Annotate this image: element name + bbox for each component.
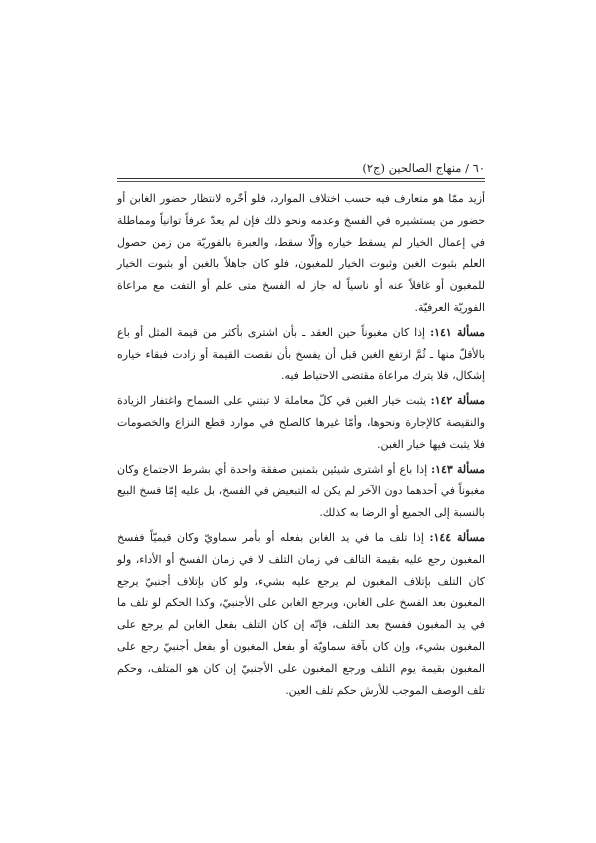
issue-141 [117, 322, 485, 387]
issue-heading: مسألة ١٤٤: [429, 530, 485, 544]
issue-heading: مسألة ١٤٢: [430, 394, 485, 408]
issue-143 [117, 459, 485, 524]
paragraph-text: أزيد ممّا هو متعارف فيه حسب اختلاف الموارد، فلو أخّره لانتظار حضور الغابن أو حضور من يستشيره في الفسخ وعدمه ونحو ذلك فإن لم يعدّ عرفاً توانياً ومماطلة في إعمال الخيار لم يسقط خياره وإلّا سقط، والعبرة بالفوريّة من زمن حصول العلم بثبوت الغبن وثبوت الخيار للمغبون، فلو كان جاهلاً بالغبن أو بثبوت الخيار للمغبون أو غافلاً عنه أو ناسياً له جاز له الفسخ متى علم أو التفت مع مراعاة الفوريّة العرفيّة. [117, 192, 485, 314]
page-body [117, 188, 485, 704]
issue-heading: مسألة ١٤٣: [431, 462, 485, 476]
running-header: ٦٠ / منهاج الصالحين (ج٢) [362, 161, 485, 175]
issue-142 [117, 390, 485, 455]
issue-heading: مسألة ١٤١: [430, 325, 485, 339]
issue-144 [117, 527, 485, 701]
issue-text: يثبت خيار الغبن في كلّ معاملة لا تبتني على السماح واغتفار الزيادة والنقيصة كالإجارة ونحوها، وأمّا غيرها كالصلح في موارد قطع النزاع والخصومات فلا يثبت فيها خيار الغبن. [117, 394, 485, 451]
header-rule-thin [117, 181, 485, 182]
issue-text: إذا كان مغبوناً حين العقد ـ بأن اشترى بأكثر من قيمة المثل أو باع بالأقلّ منها ـ ثُمَّ ارتفع الغبن قبل أن يفسخ بأن نقصت القيمة أو زادت فبقاء خياره إشكال، فلا يترك مراعاة مقتضى الاحتياط فيه. [117, 325, 485, 383]
header-rule [117, 178, 485, 179]
issue-text: إذا باع أو اشترى شيئين بثمنين صفقة واحدة أي بشرط الاجتماع وكان مغبوناً في أحدهما دون الآخر لم يكن له التبعيض في الفسخ، بل عليه إمّا فسخ البيع بالنسبة إلى الجميع أو الرضا به كذلك. [117, 462, 485, 520]
issue-text: إذا تلف ما في يد الغابن بفعله أو بأمر سماويّ وكان قيميّاً ففسخ المغبون رجع عليه بقيمة التالف في زمان التلف لا في زمان الفسخ أو الأداء، ولو كان التلف بإتلاف المغبون لم يرجع عليه بشيء، ولو كان بإتلاف أجنبيّ يرجع المغبون بعد الفسخ على الغابن، ويرجع الغابن على الأجنبيّ، وكذا الحكم لو تلف ما في يد المغبون ففسخ بعد التلف، فإنّه إن كان التلف بفعل الغابن لم يرجع على المغبون بشيء، وإن كان بآفة سماويّة أو بفعل المغبون أو بفعل أجنبيّ رجع على المغبون بقيمة يوم التلف ورجع المغبون على الأجنبيّ إن كان هو المتلف، وحكم تلف الوصف الموجب للأرش حكم تلف العين. [117, 530, 485, 697]
paragraph [117, 188, 485, 319]
